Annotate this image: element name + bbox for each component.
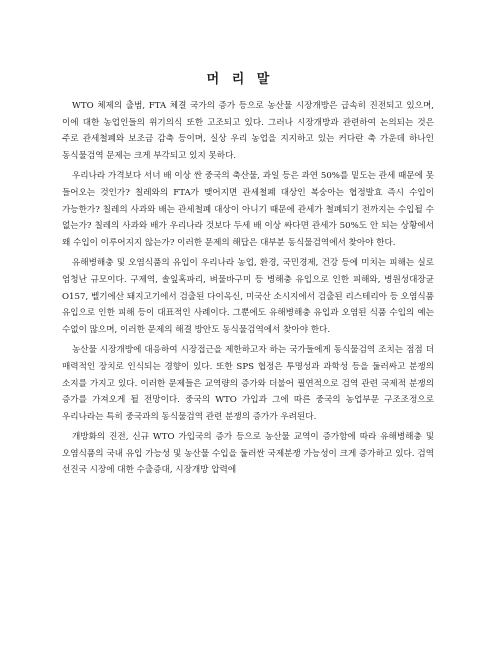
preface-body xyxy=(62,98,434,483)
preface-title: 머 리 말 xyxy=(206,72,274,87)
paragraph-2: 우리나라 가격보다 서너 배 이상 싼 중국의 축산물, 과일 등은 과연 50%를 밑도는 관세 때문에 못 들어오는 것인가? 칠레와의 FTA가 맺어지면 관세철폐 대상인 복숭아는 협정발효 즉시 수입이 가능한가? 칠레의 사과와 배는 관세철폐 대상이 아니기 때문에 관세가 철폐되기 전까지는 수입될 수 없는가? 칠레의 사과와 배가 우리나라 것보다 두세 배 이상 싸다면 관세가 50%도 안 되는 상황에서 왜 수입이 이루어지지 않는가? 이러한 문제의 해답은 대부분 동식물검역에서 찾아야 한다. xyxy=(62,171,434,248)
paragraph-5: 개방화의 진전, 신규 WTO 가입국의 증가 등으로 농산물 교역이 증가함에 따라 유해병해충 및 오염식품의 국내 유입 가능성 및 농산물 수입을 둘러싼 국제분쟁 가능성이 크게 증가하고 있다. 검역 선진국 시장에 대한 수출증대, 시장개방 압력에 xyxy=(62,432,434,476)
paragraph-1: WTO 체제의 출범, FTA 체결 국가의 증가 등으로 농산물 시장개방은 급속히 진전되고 있으며, 이에 대한 농업인들의 위기의식 또한 고조되고 있다. 그러나 시장개방과 관련하여 논의되는 것은 주로 관세철폐와 보조금 감축 등이며, 실상 우리 농업을 지지하고 있는 커다란 축 가운데 하나인 동식물검역 문제는 크게 부각되고 있지 못하다. xyxy=(62,101,434,161)
paragraph-4: 농산물 시장개방에 대응하여 시장접근을 제한하고자 하는 국가들에게 동식물검역 조치는 점점 더 매력적인 장치로 인식되는 경향이 있다. 또한 SPS 협정은 투명성과 과학성 등을 둘러싸고 분쟁의 소지를 가지고 있다. 이러한 문제들은 교역량의 증가와 더불어 필연적으로 검역 관련 국제적 분쟁의 증가를 가져오게 될 전망이다. 중국의 WTO 가입과 그에 따른 중국의 농업부문 구조조정으로 우리나라는 특히 중국과의 동식물검역 관련 분쟁의 증가가 우려된다. xyxy=(62,345,434,422)
paragraph-3: 유해병해충 및 오염식품의 유입이 우리나라 농업, 환경, 국민경제, 건강 등에 미치는 피해는 실로 엄청난 규모이다. 구제역, 솔잎혹파리, 벼물바구미 등 병해충 유입으로 인한 피해와, 병원성대장균 O157, 벨기에산 돼지고기에서 검출된 다이옥신, 미국산 소시지에서 검출된 리스테리아 등 오염식품 유입으로 인한 피해 등이 대표적인 사례이다. 그뿐에도 유해병해충 유입과 오염된 식품 수입의 예는 수없이 많으며, 이러한 문제의 해결 방안도 동식물검역에서 찾아야 한다. xyxy=(62,258,434,335)
